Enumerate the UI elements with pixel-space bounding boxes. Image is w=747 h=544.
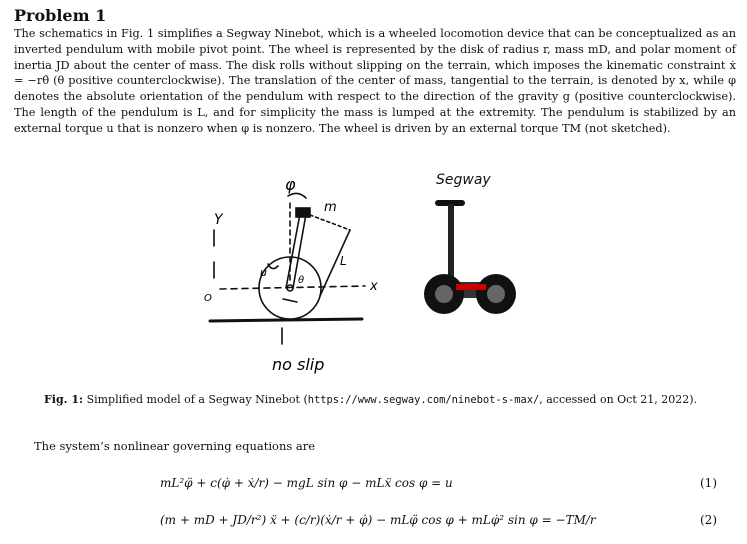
segway-image [420,170,530,320]
origin-label: O [204,293,212,304]
problem-title: Problem 1 [14,6,107,25]
equation-2: (m + mD + JD/r²) ẍ + (c/r)(ẋ/r + φ̇) − mLφ̈ cos φ + mLφ̇² sin φ = −TM/r [160,513,596,527]
segway-label: Segway [436,172,491,188]
y-axis-label: Y [214,212,223,228]
pendulum-sketch [190,168,410,388]
equation-1: mL²φ̈ + c(φ̇ + ẋ/r) − mgL sin φ − mLẍ cos φ = u [160,476,453,490]
caption-label: Fig. 1: [44,393,84,406]
no-slip-label: no slip [272,355,325,374]
theta-label: θ [298,275,305,286]
figure-caption [44,393,734,406]
caption-url[interactable]: https://www.segway.com/ninebot-s-max/ [307,394,540,406]
caption-text: Simplified model of a Segway Ninebot ( [86,393,308,406]
problem-paragraph: The schematics in Fig. 1 simplifies a Segway Ninebot, which is a wheeled locomotion device that can be conceptualized as an inverted pendulum with mobile pivot point. The wheel is represented by the disk of radius r, mass mD, and polar moment of inertia JD about the center of mass. The disk rolls without slipping on the terrain, which imposes the kinematic constraint ẋ = −rθ̇ (θ positive counterclockwise). The translation of the center of mass, tangential to the terrain, is denoted by x, while φ denotes the absolute orientation of the pendulum with respect to the direction of the gravity g (positive counterclockwise). The length of the pendulum is L, and for simplicity the mass is lumped at the extremity. The pendulum is stabilized by an external torque u that is nonzero when φ is nonzero. The wheel is driven by an external torque TM (not sketched). [14,27,736,135]
length-label: L [340,254,347,268]
x-axis-label: x [370,279,378,294]
equations-intro: The system’s nonlinear governing equations are [34,439,316,453]
torque-u-label: u [260,266,267,279]
equation-1-number: (1) [700,476,717,490]
phi-label: φ [285,175,296,194]
mass-label: m [324,200,337,215]
equation-2-number: (2) [700,513,717,527]
caption-tail: , accessed on Oct 21, 2022). [539,393,698,406]
